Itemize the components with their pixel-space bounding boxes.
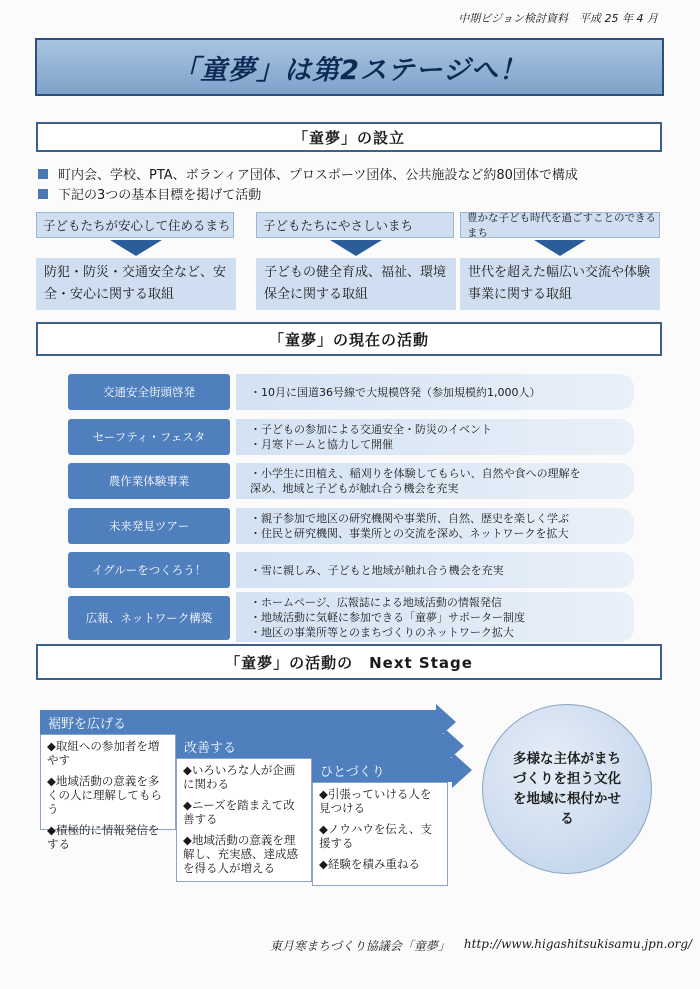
- activity-description: [236, 374, 634, 410]
- vision-goal-text: 多様な主体がまちづくりを担う文化を地域に根付かせる: [513, 751, 621, 827]
- goal-body: 防犯・防災・交通安全など、安全・安心に関する取組: [36, 258, 236, 310]
- activity-label: 未来発見ツアー: [68, 508, 230, 544]
- stage-item: ◆引張っていける人を見つける: [319, 787, 432, 815]
- stage-item: ◆ノウハウを伝え、支援する: [319, 822, 433, 850]
- next-stage-heading: 「童夢」の活動の Next Stage: [36, 644, 662, 680]
- stage-box: [40, 734, 176, 851]
- founding-bullet: [38, 164, 578, 183]
- goal-body: 世代を超えた幅広い交流や体験事業に関する取組: [460, 258, 660, 310]
- founding-bullet: [38, 184, 261, 203]
- goal-title: 子どもたちにやさしいまち: [256, 212, 454, 238]
- activity-line: ・地区の事業所等とのまちづくりのネットワーク拡大: [250, 625, 514, 639]
- stage-banner: 裾野を広げる: [40, 710, 436, 734]
- stage-box: [312, 782, 448, 886]
- founding-bullet-text: 下記の3つの基本目標を掲げて活動: [58, 188, 262, 203]
- stage-item: ◆ニーズを踏まえて改善する: [183, 798, 295, 826]
- vision-goal-circle: [482, 704, 652, 874]
- activity-label: イグルーをつくろう！: [68, 552, 230, 588]
- activity-description: [236, 552, 634, 588]
- square-bullet-icon: [38, 189, 48, 199]
- activity-label: 農作業体験事業: [68, 463, 230, 499]
- activity-line: ・ホームページ、広報誌による地域活動の情報発信: [250, 595, 502, 609]
- stage-box: [176, 758, 312, 882]
- page-title: 「童夢」は第2ステージへ！: [35, 38, 664, 96]
- website-link[interactable]: http://www.higashitsukisamu.jpn.org/: [463, 937, 693, 951]
- activity-line: ・親子参加で地区の研究機関や事業所、自然、歴史を楽しく学ぶ: [250, 512, 569, 525]
- footer: [270, 937, 692, 954]
- activity-description: [236, 508, 634, 544]
- square-bullet-icon: [38, 169, 48, 179]
- activity-line: ・月寒ドームと協力して開催: [250, 438, 393, 451]
- activity-line: ・雪に親しみ、子どもと地域が触れ合う機会を充実: [250, 563, 504, 577]
- goal-title: 豊かな子ども時代を過ごすことのできるまち: [460, 212, 660, 238]
- stage-item: ◆いろいろな人が企画に関わる: [183, 763, 296, 791]
- down-arrow-icon: [330, 240, 382, 256]
- activity-line: ・子どもの参加による交通安全・防災のイベント: [250, 423, 492, 436]
- arrow-right-icon: [452, 752, 472, 788]
- stage-item: ◆取組への参加者を増やす: [47, 739, 160, 767]
- stage-item: ◆地域活動の意義を理解し、充実感、達成感を得る人が増える: [183, 833, 298, 875]
- activity-label: セーフティ・フェスタ: [68, 419, 230, 455]
- organization-name: 東月寒まちづくり協議会「童夢」: [270, 939, 450, 953]
- activity-line: ・小学生に田植え、稲刈りを体験してもらい、自然や食への理解を: [250, 467, 581, 480]
- activity-label: 広報、ネットワーク構築: [68, 596, 230, 640]
- document-header-note: 中期ビジョン検討資料 平成 25 年 4 月: [458, 12, 658, 25]
- activity-line: ・住民と研究機関、事業所との交流を深め、ネットワークを拡大: [250, 527, 569, 540]
- down-arrow-icon: [110, 240, 162, 256]
- activity-line: 深め、地域と子どもが触れ合う機会を充実: [250, 482, 459, 495]
- stage-banner: 改善する: [176, 734, 444, 758]
- stage-item: ◆経験を積み重ねる: [319, 857, 420, 871]
- founding-heading: 「童夢」の設立: [36, 122, 662, 152]
- activity-line: ・10月に国道36号線で大規模啓発（参加規模約1,000人）: [250, 385, 541, 399]
- activity-label: 交通安全街頭啓発: [68, 374, 230, 410]
- stage-banner: ひとづくり: [312, 758, 452, 782]
- stage-item: ◆積極的に情報発信をする: [47, 823, 160, 851]
- founding-bullet-text: 町内会、学校、PTA、ボランィア団体、プロスポーツ団体、公共施設など約80団体で構成: [58, 168, 578, 183]
- stage-item: ◆地域活動の意義を多くの人に理解してもらう: [47, 774, 162, 816]
- current-activities-heading: 「童夢」の現在の活動: [36, 322, 662, 356]
- goal-body: 子どもの健全育成、福祉、環境保全に関する取組: [256, 258, 456, 310]
- goal-title: 子どもたちが安心して住めるまち: [36, 212, 234, 238]
- down-arrow-icon: [534, 240, 586, 256]
- activity-description: [236, 592, 634, 642]
- activity-description: [236, 463, 634, 499]
- activity-description: [236, 419, 634, 455]
- activity-line: ・地域活動に気軽に参加できる「童夢」サポーター制度: [250, 610, 525, 624]
